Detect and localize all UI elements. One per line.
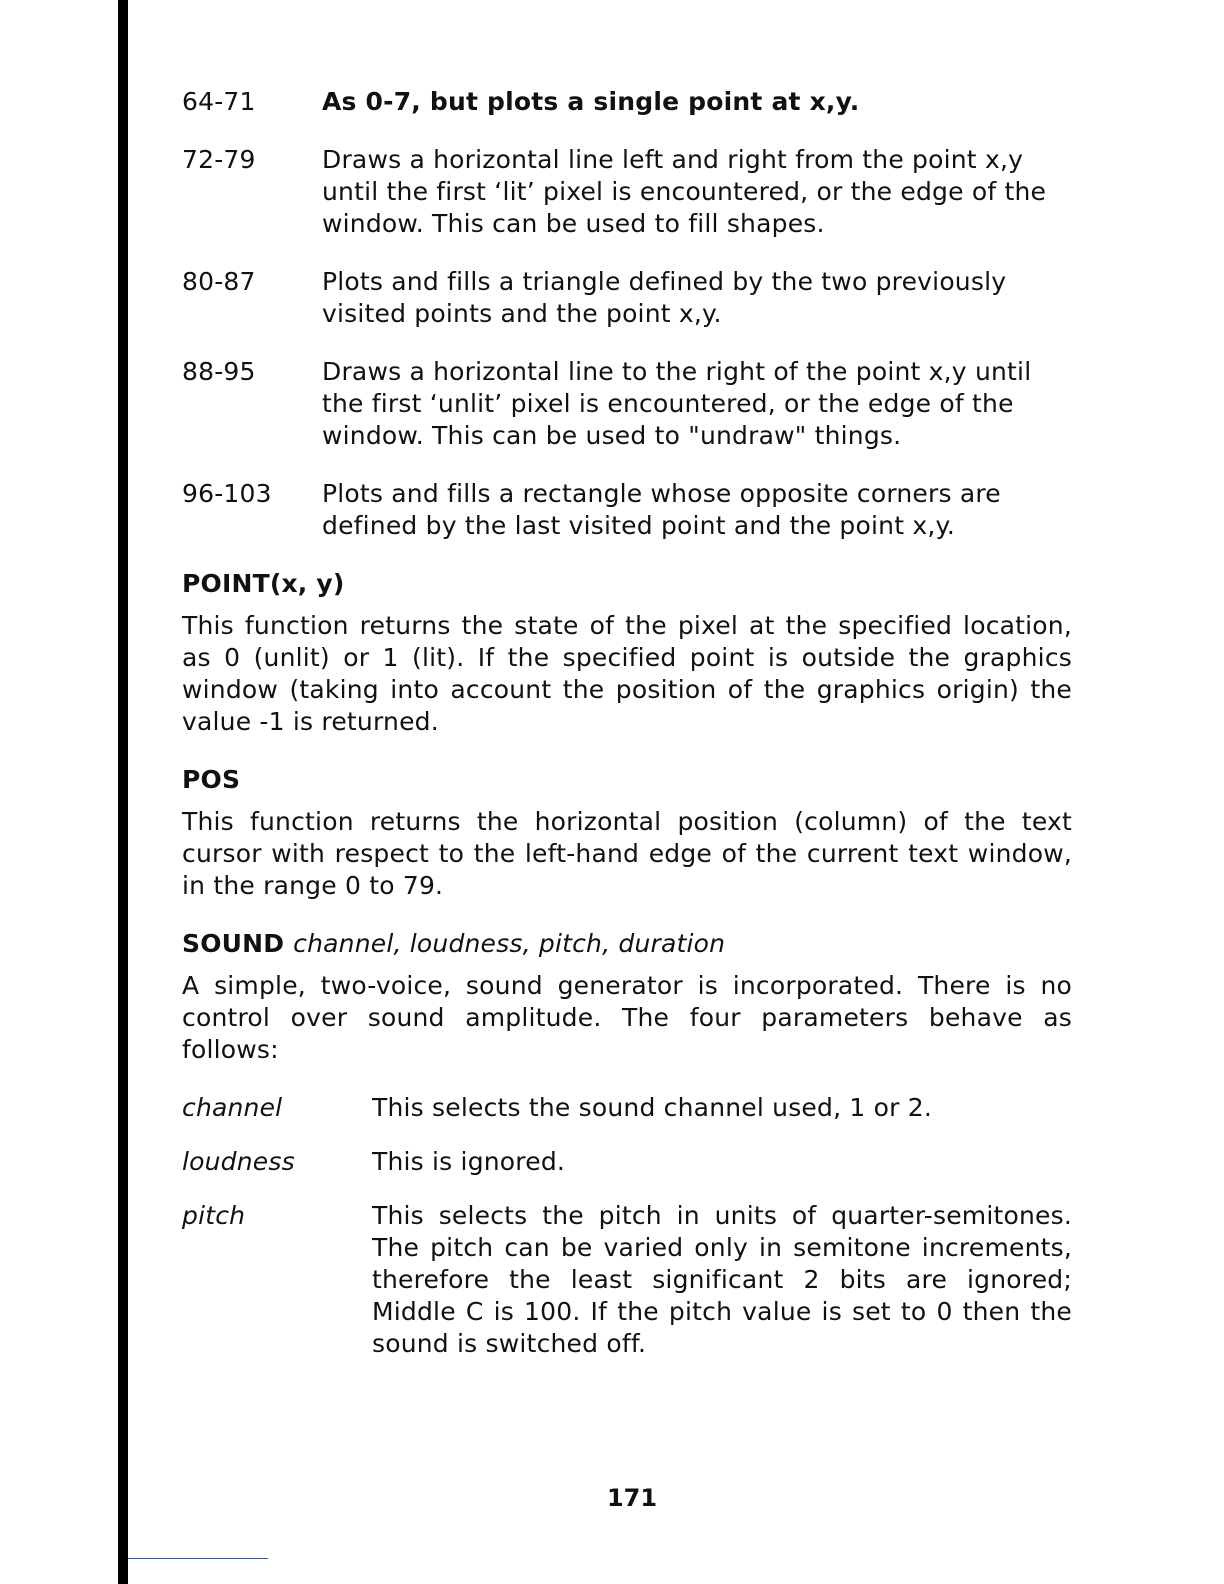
- sound-keyword: SOUND: [182, 929, 285, 958]
- point-description: This function returns the state of the pixel at the specified location, as 0 (unlit) or 1 (lit). If the specified point is outside the graphics window (taking into account the position of the graphics origin) the value -1 is returned.: [182, 611, 1072, 736]
- plot-code-range: 72-79: [182, 145, 256, 174]
- pos-description: This function returns the horizontal position (column) of the text cursor with respect to the left-hand edge of the current text window, in the range 0 to 79.: [182, 807, 1072, 900]
- plot-code-row: [182, 144, 1072, 240]
- plot-code-row: [182, 478, 1072, 542]
- plot-code-description: Plots and fills a triangle defined by the two previously visited points and the point x,y.: [322, 267, 1007, 328]
- sound-description: A simple, two-voice, sound generator is incorporated. There is no control over sound amplitude. The four parameters behave as follows:: [182, 971, 1072, 1064]
- page-spine-shadow: [118, 0, 128, 1584]
- param-name: loudness: [182, 1147, 295, 1176]
- param-description: This selects the sound channel used, 1 or 2.: [372, 1093, 932, 1122]
- sound-param-row: [182, 1146, 1072, 1178]
- sound-param-row: [182, 1200, 1072, 1360]
- plot-code-range: 64-71: [182, 87, 256, 116]
- param-description: This selects the pitch in units of quarter-semitones. The pitch can be varied only in semitone increments, therefore the least significant 2 bits are ignored; Middle C is 100. If the pitch value is set to 0 then the sound is switched off.: [372, 1201, 1072, 1358]
- page-number: 171: [606, 1484, 658, 1512]
- sound-param-row: [182, 1092, 1072, 1124]
- pos-heading: POS: [182, 765, 241, 794]
- plot-code-range: 88-95: [182, 357, 256, 386]
- plot-code-range: 96-103: [182, 479, 272, 508]
- plot-code-description: Draws a horizontal line to the right of the point x,y until the first ‘unlit’ pixel is encountered, or the edge of the window. This can be used to "undraw" things.: [322, 357, 1032, 450]
- page-content: [182, 86, 1072, 1382]
- sound-parameters: channel, loudness, pitch, duration: [293, 929, 726, 958]
- param-name: pitch: [182, 1201, 246, 1230]
- plot-code-description: Draws a horizontal line left and right from the point x,y until the first ‘lit’ pixel is encountered, or the edge of the window. This can be used to fill shapes.: [322, 145, 1047, 238]
- plot-code-row: [182, 266, 1072, 330]
- plot-code-row: [182, 86, 1072, 118]
- plot-code-description: As 0-7, but plots a single point at x,y.: [322, 87, 860, 116]
- param-description: This is ignored.: [372, 1147, 566, 1176]
- scan-artifact-line: [128, 1558, 268, 1559]
- sound-heading: [182, 928, 1072, 960]
- plot-code-range: 80-87: [182, 267, 256, 296]
- point-heading: POINT(x, y): [182, 569, 345, 598]
- plot-code-description: Plots and fills a rectangle whose opposite corners are defined by the last visited point and the point x,y.: [322, 479, 1001, 540]
- param-name: channel: [182, 1093, 283, 1122]
- plot-code-row: [182, 356, 1072, 452]
